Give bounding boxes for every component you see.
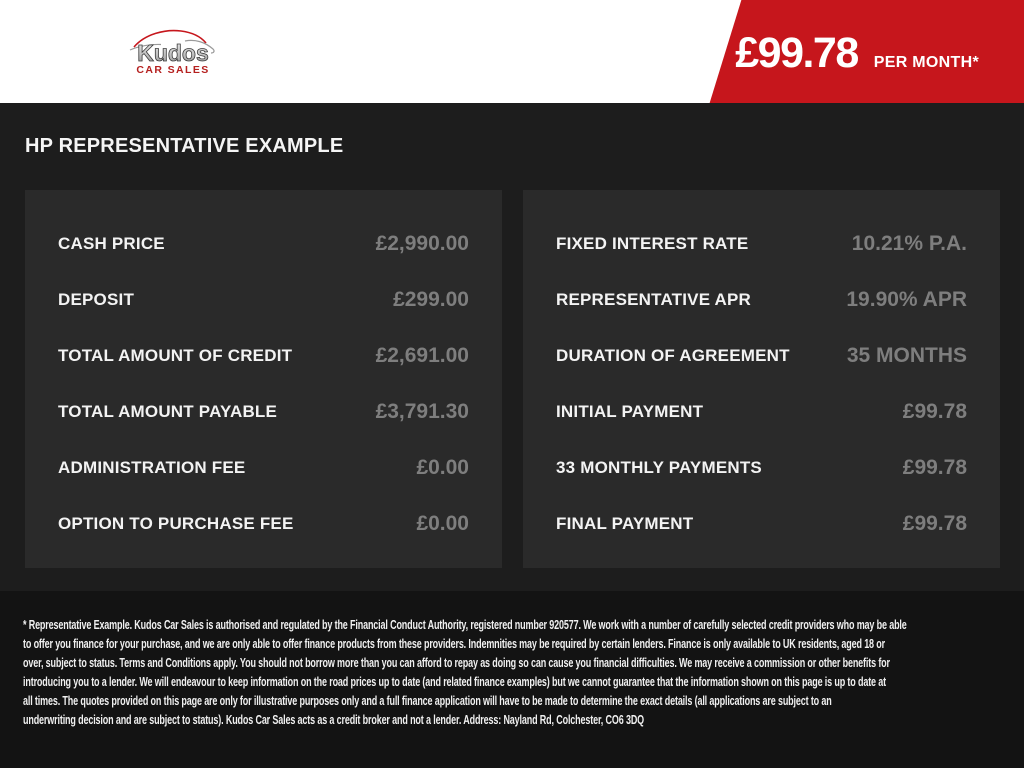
disclaimer-line: * Representative Example. Kudos Car Sales is authorised and regulated by the Financial Conduct Authority, registered number 920577. We work with a number of carefully selected credit providers who may be able [23,618,907,632]
finance-panels [0,190,1024,568]
row-value: 10.21% P.A. [851,232,967,255]
kudos-car-sales-logo[interactable] [127,26,219,76]
brand-tagline-text: CAR SALES [136,64,210,76]
row-value: £3,791.30 [375,400,469,423]
row-label: TOTAL AMOUNT PAYABLE [58,402,278,421]
row-label: OPTION TO PURCHASE FEE [58,514,294,533]
row-label: ADMINISTRATION FEE [58,458,246,477]
row-value: £0.00 [416,456,469,479]
row-label: INITIAL PAYMENT [556,402,704,421]
finance-panel-left [25,190,502,568]
row-label: TOTAL AMOUNT OF CREDIT [58,346,293,365]
row-label: DEPOSIT [58,290,135,309]
row-label: CASH PRICE [58,234,165,253]
disclaimer-section [0,591,1024,768]
finance-row-option-fee [58,496,469,552]
row-label: FINAL PAYMENT [556,514,694,533]
disclaimer-line: introducing you to a lender. We will endeavour to keep information on the road prices up to date (and related finance examples) but we cannot guarantee that the information shown on this page is up to date at [23,675,886,689]
finance-row-final-payment [556,496,967,552]
disclaimer-line: underwriting decision and are subject to status). Kudos Car Sales acts as a credit broker and not a lender. Address: Nayland Rd, Colchester, CO6 3DQ [23,713,645,727]
finance-row-total-credit [58,328,469,384]
row-value: £0.00 [416,512,469,535]
row-label: 33 MONTHLY PAYMENTS [556,458,762,477]
monthly-price-period: PER MONTH* [873,54,979,71]
finance-row-total-payable [58,384,469,440]
finance-row-duration [556,328,967,384]
finance-row-interest-rate [556,216,967,272]
finance-row-apr [556,272,967,328]
row-label: DURATION OF AGREEMENT [556,346,790,365]
finance-row-initial-payment [556,384,967,440]
finance-row-monthly-payments [556,440,967,496]
finance-row-deposit [58,272,469,328]
page-title: HP REPRESENTATIVE EXAMPLE [25,135,344,157]
spacer-strip [0,568,1024,591]
row-value: £2,990.00 [375,232,469,255]
monthly-price-amount: £99.78 [735,29,858,77]
row-label: FIXED INTEREST RATE [556,234,749,253]
row-value: £99.78 [902,456,967,479]
disclaimer-line: over, subject to status. Terms and Conditions apply. You should not borrow more than you can afford to repay as doing so can cause you financial difficulties. We may receive a commission or other benefits for [23,656,890,670]
finance-panel-right [523,190,1000,568]
brand-name-text: Kudos [137,40,209,66]
row-value: £2,691.00 [375,344,469,367]
finance-row-cash-price [58,216,469,272]
disclaimer-line: all times. The quotes provided on this page are only for illustrative purposes only and a full finance application will have to be made to determine the exact details (all applications are subject to an [23,694,832,708]
row-value: 19.90% APR [846,288,967,311]
row-value: 35 MONTHS [846,344,967,367]
finance-row-admin-fee [58,440,469,496]
row-value: £99.78 [902,512,967,535]
header-bar [0,0,1024,103]
row-value: £299.00 [393,288,469,311]
disclaimer-line: to offer you finance for your purchase, and we are only able to offer finance products from these providers. Indemnities may be required by certain lenders. Finance is only available to UK residents, aged 18 or [23,637,885,651]
title-band [0,103,1024,190]
monthly-price [735,0,979,103]
row-value: £99.78 [902,400,967,423]
row-label: REPRESENTATIVE APR [556,290,752,309]
